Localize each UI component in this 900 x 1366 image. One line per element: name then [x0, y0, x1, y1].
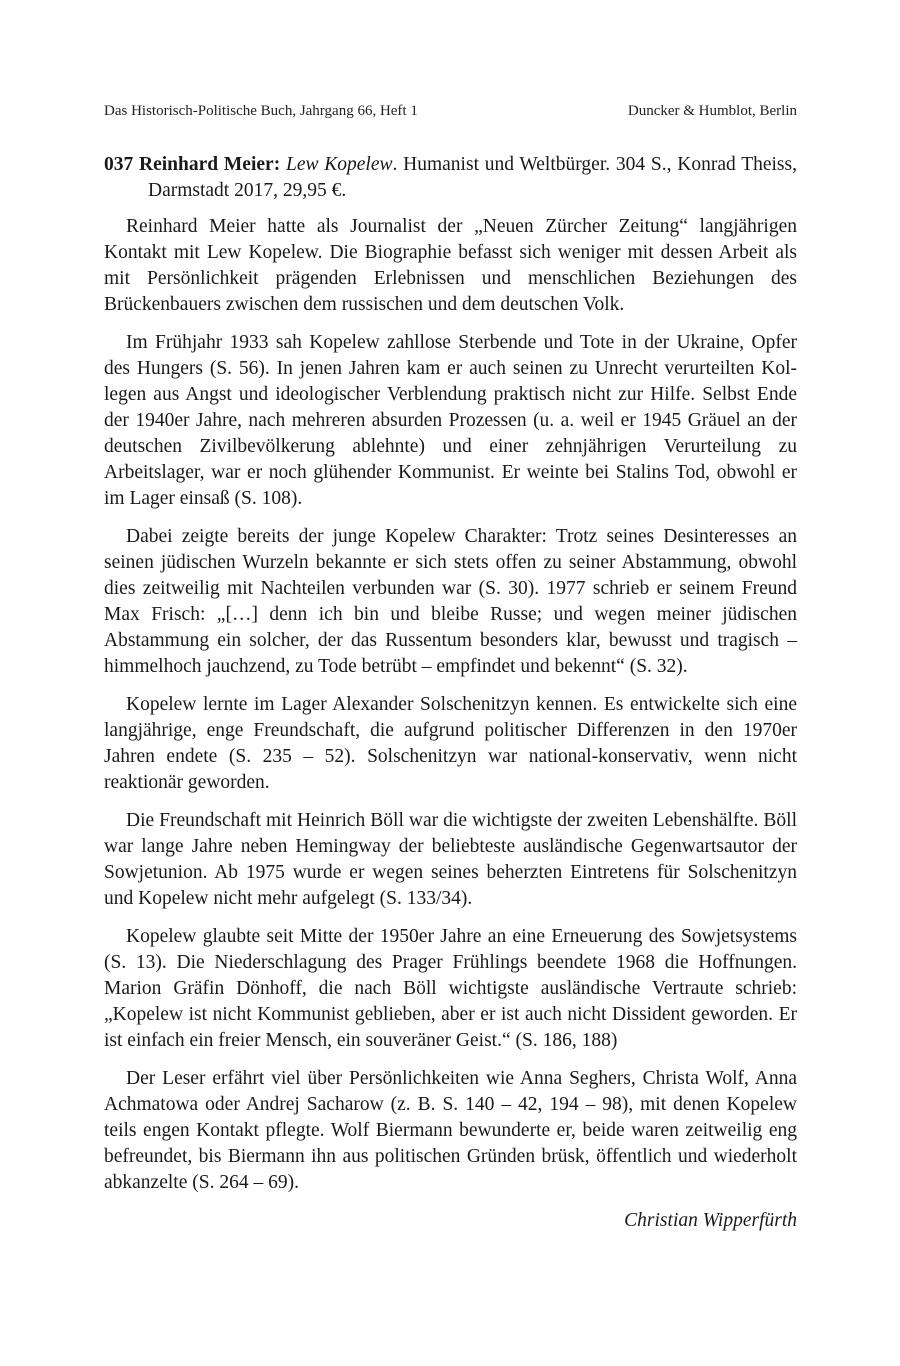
paragraph: Kopelew lernte im Lager Alexander Solschenitzyn kennen. Es entwickelte sich eine langjährige, enge Freundschaft, die aufgrund politischer Differenzen in den 1970er Jahren endete (S. 235 – 52). Solschenitzyn war national-konservativ, wenn nicht reaktionär geworden. [104, 694, 797, 793]
paragraph: Die Freundschaft mit Heinrich Böll war die wichtigste der zweiten Lebenshälfte. Böll war lange Jahre neben Hemingway der beliebteste ausländische Gegenwartsautor der Sowjetunion. Ab 1975 wurde er wegen seines beherzten Eintretens für Solschenitzyn und Kopelew nicht mehr aufgelegt (S. 133/34). [104, 810, 797, 909]
book-author: Reinhard Meier: [139, 154, 281, 175]
paragraph: Kopelew glaubte seit Mitte der 1950er Jahre an eine Erneuerung des Sowjetsystems (S. 13). Die Niederschlagung des Prager Frühlings beendete 1968 die Hoffnungen. Marion Gräfin Dönhoff, die nach Böll wichtigste ausländische Vertraute schrieb: „Kopelew ist nicht Kommunist geblieben, aber er ist auch nicht Dissident geworden. Er ist einfach ein freier Mensch, ein souveräner Geist.“ (S. 186, 188) [104, 926, 797, 1051]
paragraph: Dabei zeigte bereits der junge Kopelew Charakter: Trotz seines Desinteresses an seinen jüdischen Wurzeln bekannte er sich stets offen zu seiner Abstammung, obwohl dies zeitweilig mit Nachteilen verbunden war (S. 30). 1977 schrieb er seinem Freund Max Frisch: „[…] denn ich bin und bleibe Russe; und wegen meiner jüdischen Abstammung ein solcher, der das Russentum besonders klar, bewusst und tragisch – himmelhoch jauchzend, zu Tode betrübt – empfindet und bekennt“ (S. 32). [104, 526, 797, 677]
review-entry [104, 152, 797, 1234]
journal-title: Das Historisch-Politische Buch, Jahrgang 66, Heft 1 [104, 103, 418, 119]
running-head [104, 101, 797, 121]
book-details: . Humanist und Weltbürger. 304 S., Konrad Theiss, Darmstadt 2017, 29,95 €. [148, 154, 797, 201]
publisher: Duncker & Humblot, Berlin [627, 103, 797, 119]
paragraph: Im Frühjahr 1933 sah Kopelew zahllose Sterbende und Tote in der Ukraine, Opfer des Hungers (S. 56). In jenen Jahren kam er auch seinen zu Unrecht verurteilten Kollegen aus Angst und ideologischer Verblendung praktisch nicht zur Hilfe. Selbst Ende der 1940er Jahre, nach mehreren absurden Prozessen (u. a. weil er 1945 Gräuel an der deutschen Zivilbevölkerung ablehnte) und einer zehnjährigen Verurteilung zu Arbeitslager, war er noch glühender Kommunist. Er weinte bei Stalins Tod, obwohl er im Lager einsaß (S. 108). [104, 332, 797, 509]
book-citation [104, 152, 797, 204]
paragraph: Reinhard Meier hatte als Journalist der „Neuen Zürcher Zeitung“ langjährigen Kontakt mit Lew Kopelew. Die Biographie befasst sich weniger mit dessen Arbeit als mit Persönlichkeit prägenden Erlebnissen und menschlichen Beziehungen des Brückenbauers zwischen dem russischen und dem deutschen Volk. [104, 216, 797, 315]
reviewer-signature: Christian Wipperfürth [624, 1210, 797, 1231]
entry-number: 037 [104, 154, 134, 175]
book-title: Lew Kopelew [285, 154, 393, 175]
paragraph: Der Leser erfährt viel über Persönlichkeiten wie Anna Seghers, Christa Wolf, Anna Achmatowa oder Andrej Sacharow (z. B. S. 140 – 42, 194 – 98), mit denen Kopelew teils engen Kontakt pflegte. Wolf Biermann bewunderte er, beide waren zeitweilig eng befreundet, bis Biermann ihn aus politischen Gründen brüsk, öffentlich und wiederholt abkanzelte (S. 264 – 69). [104, 1068, 797, 1193]
